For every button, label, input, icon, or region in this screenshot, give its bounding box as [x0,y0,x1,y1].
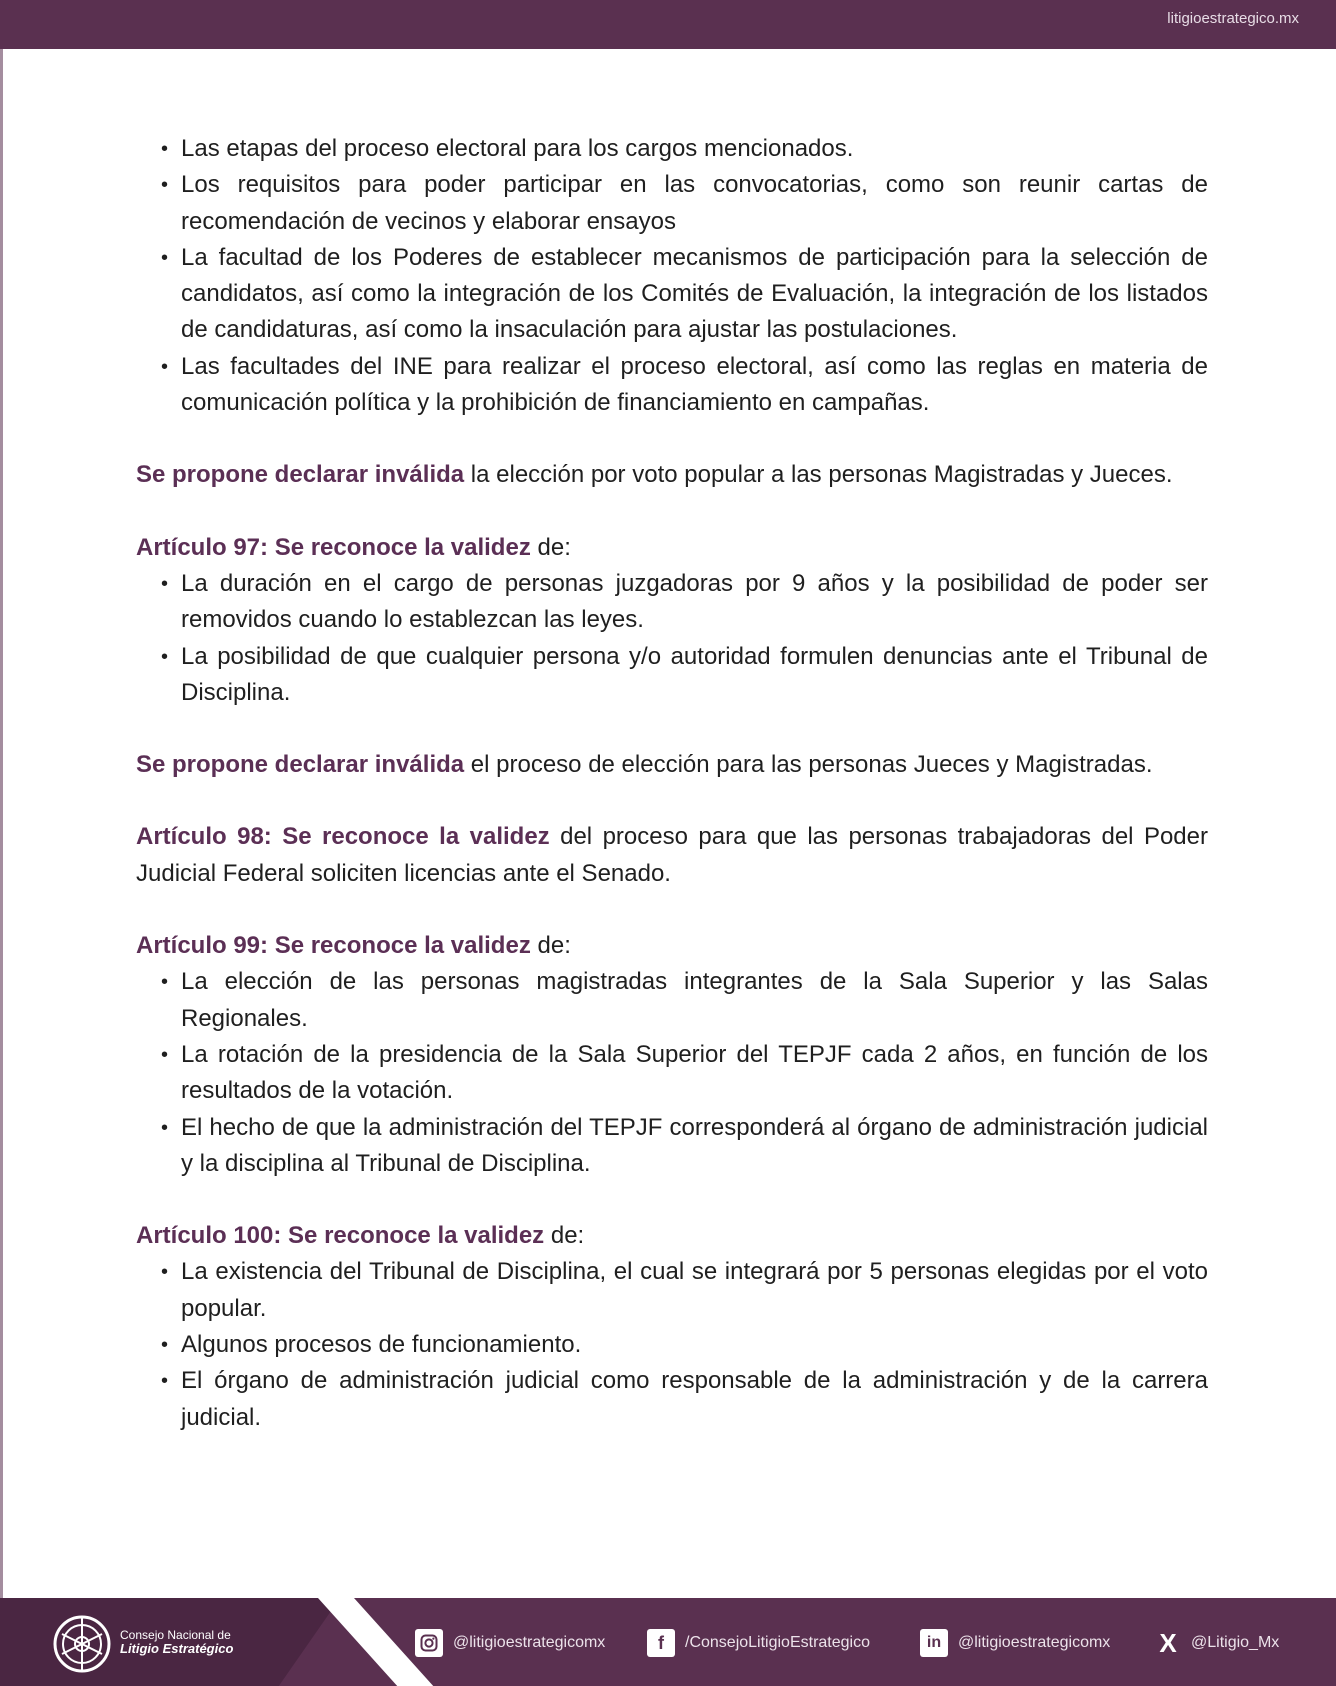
paragraph-text: de: [530,932,571,960]
highlight-text: Se propone declarar inválida [136,461,465,489]
paragraph-text: de: [544,1222,585,1250]
article-97-heading [136,530,1208,566]
facebook-handle: /ConsejoLitigioEstrategico [685,1634,870,1651]
paragraph-text: del proceso para que las personas trabajadoras del Poder Judicial Federal soliciten licencias ante el Senado. [136,823,1208,887]
list-item: • La existencia del Tribunal de Disciplina, el cual se integrará por 5 personas elegidas por el voto popular. [144,1254,1208,1327]
article-99-list [144,964,1208,1182]
list-item: • El hecho de que la administración del TEPJF corresponderá al órgano de administración judicial y la disciplina al Tribunal de Disciplina. [144,1110,1208,1183]
instagram-handle: @litigioestrategicomx [453,1634,606,1651]
x-icon: X [1159,1627,1177,1658]
linkedin-icon: in [920,1629,948,1657]
bullet-list-1 [144,131,1208,421]
list-item: • Los requisitos para poder participar en las convocatorias, como son reunir cartas de recomendación de vecinos y elaborar ensayos [144,167,1208,240]
website-link[interactable]: litigioestrategico.mx [1167,10,1299,27]
list-item: • Algunos procesos de funcionamiento. [144,1327,1208,1363]
list-item: • La facultad de los Poderes de establecer mecanismos de participación para la selección de candidatos, así como la integración de los Comités de Evaluación, la integración de los listados de candidaturas, así como la insaculación para ajustar las postulaciones. [144,240,1208,349]
list-item: • Las etapas del proceso electoral para los cargos mencionados. [144,131,1208,167]
paragraph-text: la elección por voto popular a las personas Magistradas y Jueces. [464,461,1173,489]
linkedin-link[interactable] [920,1629,1110,1657]
linkedin-handle: @litigioestrategicomx [958,1634,1111,1651]
document-body [136,131,1208,1436]
highlight-text: Artículo 99: Se reconoce la validez [136,932,531,960]
footer-bar [0,1598,1336,1686]
article-97-list [144,566,1208,711]
paragraph-invalid-1 [136,457,1208,493]
list-item: • La posibilidad de que cualquier persona y/o autoridad formulen denuncias ante el Tribunal de Disciplina. [144,639,1208,712]
highlight-text: Artículo 100: Se reconoce la validez [136,1222,545,1250]
header-bar [0,0,1336,49]
list-item: • La rotación de la presidencia de la Sala Superior del TEPJF cada 2 años, en función de los resultados de la votación. [144,1037,1208,1110]
org-name-line1: Consejo Nacional de [120,1628,231,1642]
article-98-paragraph [136,819,1208,892]
article-100-list [144,1254,1208,1435]
highlight-text: Se propone declarar inválida [136,751,465,779]
paragraph-text: el proceso de elección para las personas Jueces y Magistradas. [464,751,1153,779]
paragraph-invalid-2 [136,747,1208,783]
instagram-icon [415,1629,443,1657]
page-edge [0,49,3,1599]
x-handle: @Litigio_Mx [1191,1634,1280,1651]
list-item: • La elección de las personas magistradas integrantes de la Sala Superior y las Salas Regionales. [144,964,1208,1037]
list-item: • La duración en el cargo de personas juzgadoras por 9 años y la posibilidad de poder ser removidos cuando lo establezcan las leyes. [144,566,1208,639]
org-logo-icon [52,1614,112,1674]
instagram-link[interactable] [415,1629,605,1657]
org-name [120,1628,233,1656]
article-100-heading [136,1218,1208,1254]
paragraph-text: de: [530,533,571,561]
list-item: • Las facultades del INE para realizar el proceso electoral, así como las reglas en materia de comunicación política y la prohibición de financiamiento en campañas. [144,349,1208,422]
list-item: • El órgano de administración judicial como responsable de la administración y de la carrera judicial. [144,1363,1208,1436]
highlight-text: Artículo 97: Se reconoce la validez [136,533,531,561]
highlight-text: Artículo 98: Se reconoce la validez [136,823,550,851]
org-name-line2: Litigio Estratégico [120,1641,234,1656]
facebook-icon: f [647,1629,675,1657]
x-link[interactable] [1155,1629,1279,1657]
facebook-link[interactable] [647,1629,870,1657]
article-99-heading [136,928,1208,964]
